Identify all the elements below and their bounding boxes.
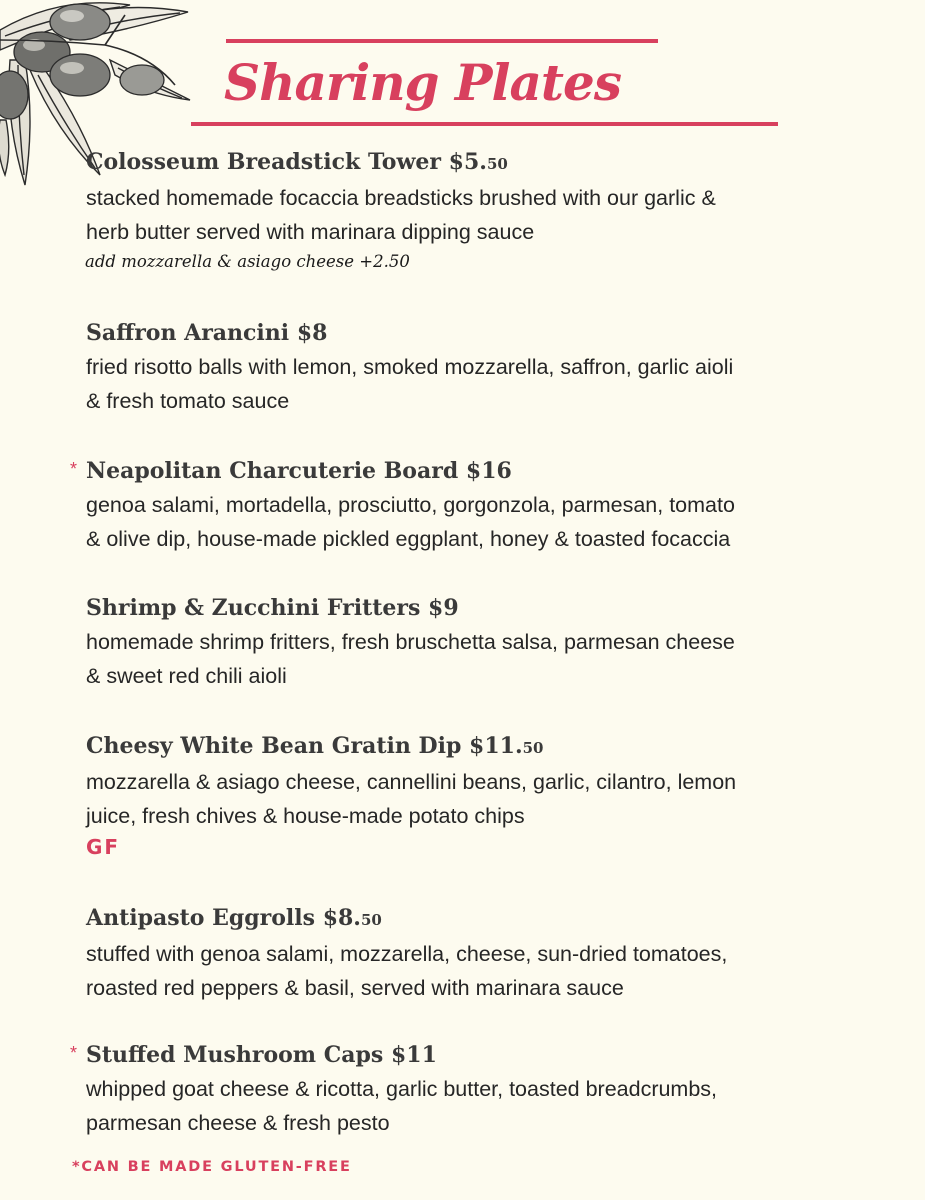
item-description-line: stuffed with genoa salami, mozzarella, cheese, sun-dried tomatoes, [86,942,728,966]
item-title [86,318,866,348]
item-name: Saffron Arancini [86,320,290,346]
item-name: Neapolitan Charcuterie Board [86,458,459,484]
menu-item [70,1040,866,1140]
item-name: Shrimp & Zucchini Fritters [86,595,421,621]
item-description-line: homemade shrimp fritters, fresh bruschetta salsa, parmesan cheese [86,630,735,654]
item-description-line: mozzarella & asiago cheese, cannellini beans, garlic, cilantro, lemon [86,770,737,794]
item-price-cents: 50 [522,739,544,757]
item-addon: add mozzarella & asiago cheese +2.50 [85,252,410,271]
item-description-line: fried risotto balls with lemon, smoked mozzarella, saffron, garlic aioli [86,355,734,379]
item-price: $5. [448,149,487,175]
item-description-line: parmesan cheese & fresh pesto [86,1111,390,1135]
gluten-free-footnote: *CAN BE MADE GLUTEN-FREE [72,1159,352,1175]
item-description [86,1072,866,1140]
item-name: Antipasto Eggrolls [86,905,316,931]
item-description-line: genoa salami, mortadella, prosciutto, gorgonzola, parmesan, tomato [86,493,735,517]
item-description [86,350,866,418]
menu-item [70,456,866,556]
item-price: $8 [296,320,328,346]
item-description-line: whipped goat cheese & ricotta, garlic butter, toasted breadcrumbs, [86,1077,718,1101]
gluten-free-asterisk: * [70,459,78,479]
item-price-cents: 50 [486,155,508,173]
item-description [86,765,866,833]
item-description [86,181,866,249]
gluten-free-asterisk: * [70,1043,78,1063]
item-description-line: juice, fresh chives & house-made potato chips [86,804,525,828]
item-price: $16 [465,458,512,484]
item-title [86,731,866,763]
item-description-line: & fresh tomato sauce [86,389,290,413]
item-price: $11 [390,1042,437,1068]
item-title [86,147,866,179]
item-price: $11. [469,733,523,759]
menu-item [86,593,866,693]
item-name: Cheesy White Bean Gratin Dip [86,733,462,759]
item-description-line: & sweet red chili aioli [86,664,287,688]
item-description-line: stacked homemade focaccia breadsticks brushed with our garlic & [86,186,716,210]
section-heading: Sharing Plates [224,53,621,112]
gluten-free-badge: GF [86,835,121,859]
item-name: Stuffed Mushroom Caps [86,1042,384,1068]
item-description [86,488,866,556]
heading-rule-top [226,39,658,43]
item-title [86,593,866,623]
item-price: $9 [428,595,459,621]
heading-rule-bottom [191,122,778,126]
menu-item [86,731,866,859]
item-price: $8. [322,905,361,931]
item-description-line: & olive dip, house-made pickled eggplant, honey & toasted focaccia [86,527,731,551]
item-description [86,937,866,1005]
item-title [70,456,866,486]
item-description-line: roasted red peppers & basil, served with marinara sauce [86,976,624,1000]
menu-item [86,903,866,1005]
item-name: Colosseum Breadstick Tower [86,149,441,175]
item-description [86,625,866,693]
menu-item [86,147,866,275]
item-title [70,1040,866,1070]
menu-item [86,318,866,418]
item-price-cents: 50 [360,911,382,929]
item-title [86,903,866,935]
item-description-line: herb butter served with marinara dipping sauce [86,220,535,244]
